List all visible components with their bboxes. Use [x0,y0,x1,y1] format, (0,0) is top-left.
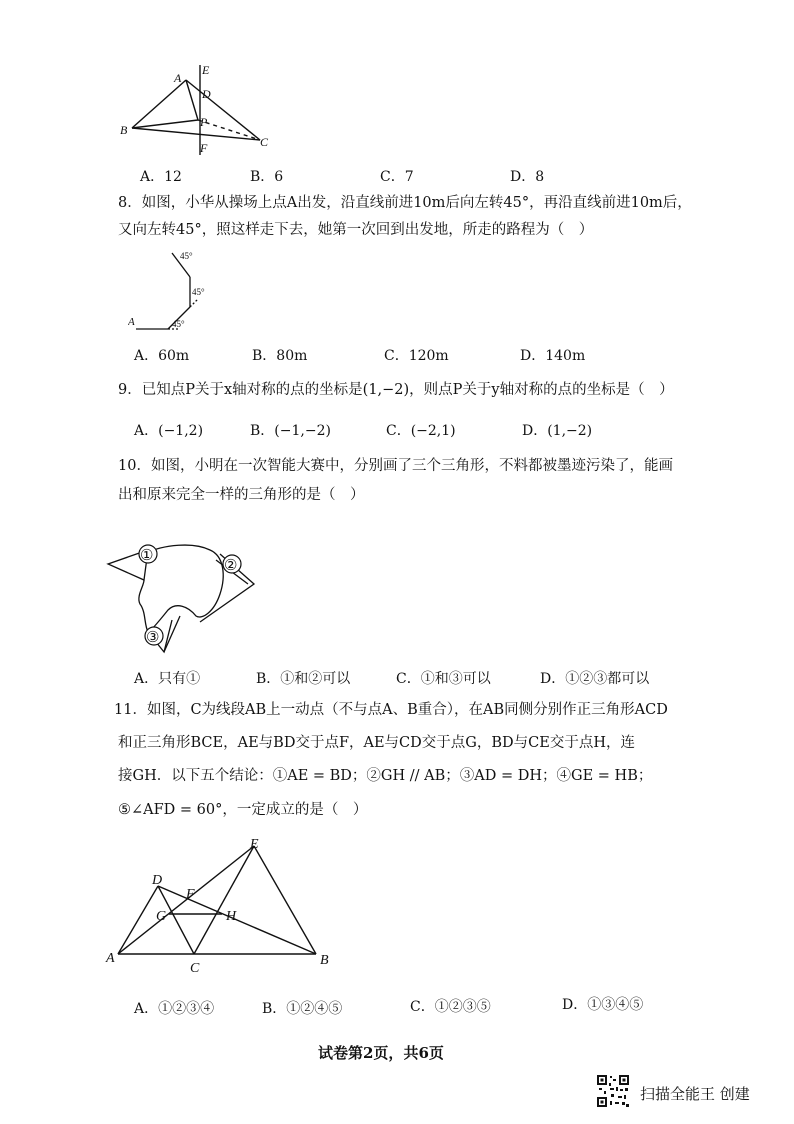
q11-label-a: A [106,951,115,966]
q8-option-d[interactable]: D．140m [520,348,586,364]
q11-question-line2: 和正三角形BCE，AE与BD交于点F，AE与CD交于点G，BD与CE交于点H，连 [118,735,635,751]
q8-option-a[interactable]: A．60m [134,348,190,364]
q8-angle-3: 45° [180,251,193,261]
q8-figure [128,245,218,337]
q11-question-line1: 11．如图，C为线段AB上一动点（不与点A、B重合），在AB同侧分别作正三角形ACD [114,702,668,718]
q11-option-c[interactable]: C．①②③⑤ [410,999,491,1015]
q7-label-f: F [200,141,208,155]
q11-option-d[interactable]: D．①③④⑤ [562,997,644,1013]
q11-label-h: H [226,909,237,924]
watermark-text: 扫描全能王 创建 [640,1085,750,1103]
page-footer: 试卷第2页，共6页 [318,1044,444,1062]
q7-label-b: B [120,123,128,137]
q11-label-d: D [152,873,163,888]
q8-angle-1: 45° [172,319,185,329]
q10-figure [104,520,264,655]
q7-figure [110,60,290,160]
q8-label-a: A [128,316,135,328]
q11-label-f: F [186,887,195,902]
q7-label-a: A [174,71,182,85]
q9-option-a[interactable]: A．(−1,2) [134,423,204,439]
q8-option-c[interactable]: C．120m [384,348,449,364]
q10-question-line1: 10．如图，小明在一次智能大赛中，分别画了三个三角形，不料都被墨迹污染了，能画 [118,458,673,474]
q11-question-line3: 接GH．以下五个结论：①AE = BD；②GH // AB；③AD = DH；④GE = HB； [118,768,653,784]
q7-option-a[interactable]: A．12 [140,169,182,185]
q9-option-b[interactable]: B．(−1,−2) [250,423,331,439]
q8-question-line2: 又向左转45°，照这样走下去，她第一次回到出发地，所走的路程为（ ） [118,222,594,238]
q9-question-line1: 9．已知点P关于x轴对称的点的坐标是(1,−2)，则点P关于y轴对称的点的坐标是（ ） [118,382,674,398]
q10-option-d[interactable]: D．①②③都可以 [540,671,650,687]
q10-mark-3: ③ [146,630,160,646]
q10-option-c[interactable]: C．①和③可以 [396,671,491,687]
q8-angle-2: 45° [192,287,205,297]
q7-label-p: P [200,115,208,129]
qr-code-icon [596,1074,630,1108]
q7-option-c[interactable]: C．7 [380,169,414,185]
q9-option-c[interactable]: C．(−2,1) [386,423,456,439]
q9-option-d[interactable]: D．(1,−2) [522,423,593,439]
q11-option-b[interactable]: B．①②④⑤ [262,1001,343,1017]
q7-option-b[interactable]: B．6 [250,169,284,185]
q11-question-line4: ⑤∠AFD = 60°，一定成立的是（ ） [118,802,368,818]
q10-mark-1: ① [140,548,154,564]
q11-figure [100,834,340,974]
q11-label-e: E [250,837,259,852]
q11-label-g: G [156,909,167,924]
q11-option-a[interactable]: A．①②③④ [134,1001,215,1017]
q8-question-line1: 8．如图，小华从操场上点A出发，沿直线前进10m后向左转45°，再沿直线前进10m后， [118,195,692,211]
q7-label-d: D [202,87,211,101]
q7-label-e: E [202,63,210,77]
q11-label-b: B [320,953,329,968]
q8-option-b[interactable]: B．80m [252,348,308,364]
q11-label-c: C [190,961,200,974]
q10-option-b[interactable]: B．①和②可以 [256,671,351,687]
q7-option-d[interactable]: D．8 [510,169,545,185]
q7-label-c: C [260,135,269,149]
q10-question-line2: 出和原来完全一样的三角形的是（ ） [118,487,365,503]
q10-option-a[interactable]: A．只有① [134,671,201,687]
q10-mark-2: ② [224,558,238,574]
